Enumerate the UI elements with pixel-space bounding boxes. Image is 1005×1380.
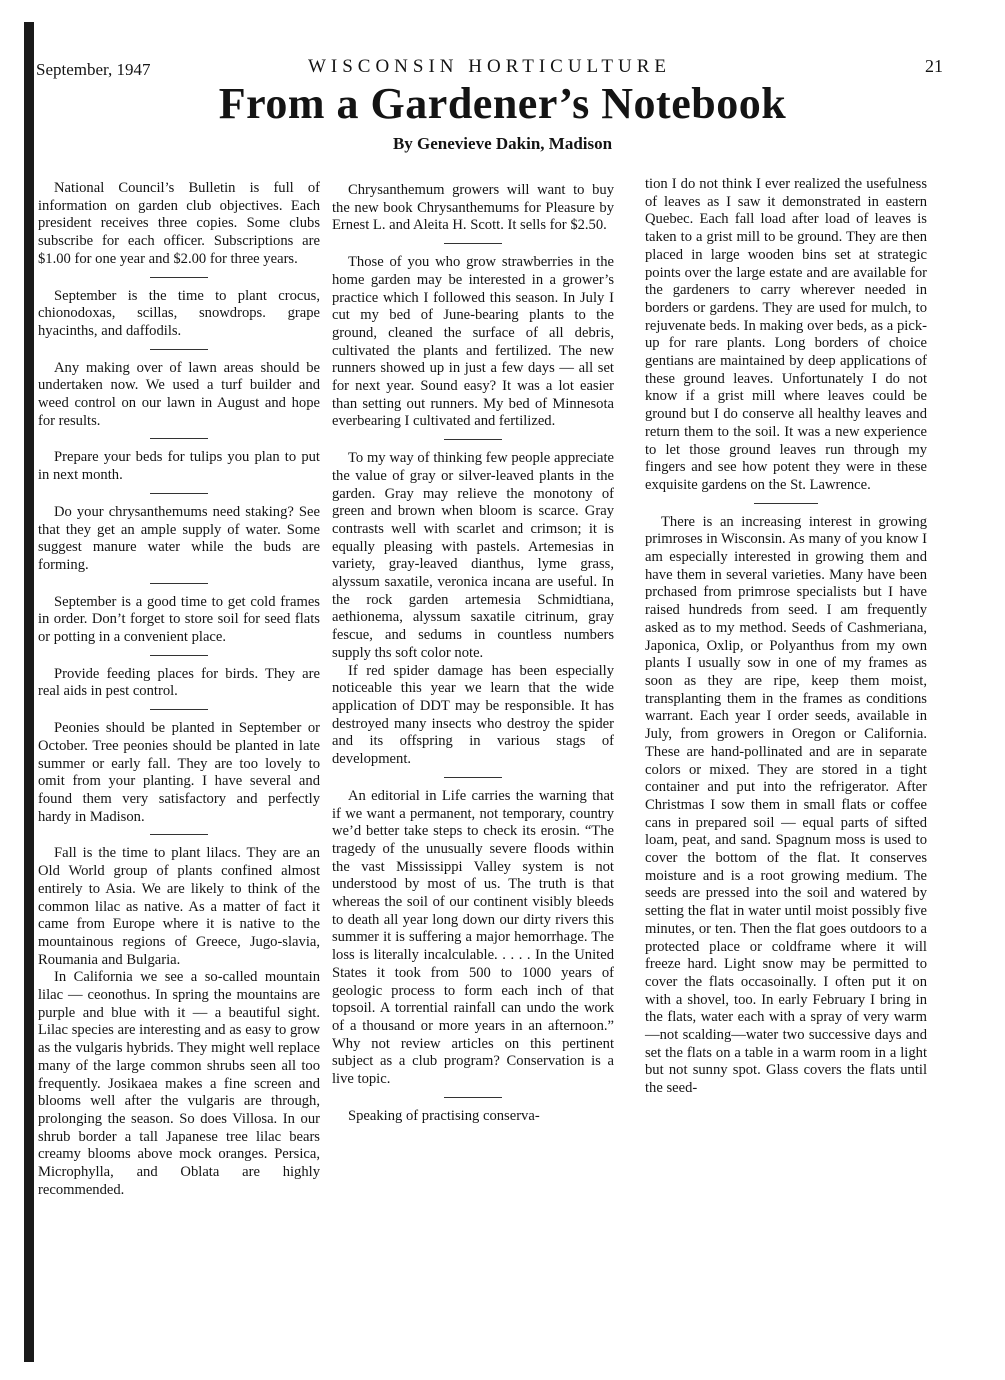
binding-edge [24,22,34,1362]
paragraph: Provide feeding places for birds. They are real aids in pest control. [38,665,320,700]
column-3 [645,176,927,1098]
section-divider [150,493,208,494]
section-divider [150,438,208,439]
issue-date: September, 1947 [36,60,151,79]
journal-name: WISCONSIN HORTICULTURE [307,56,672,77]
paragraph: September is a good time to get cold frames in order. Don’t forget to store soil for seed flats or potting in a convenient place. [38,593,320,646]
section-divider [444,439,502,440]
paragraph: Do your chrysanthemums need staking? See that they get an ample supply of water. Some suggest manure water while the buds are forming. [38,503,320,573]
paragraph: An editorial in Life carries the warning that if we want a permanent, not temporary, country we’d better take steps to check its erosin. “The tragedy of the unusually severe floods within the vast Mississippi Valley system is not understood by most of us. The truth is that whereas the soil of our continent visibly bleeds to death all year long down our dirty rivers this summer it is suffering a major hemorrhage. The loss is literally incalculable. . . . . In the United States it took from 500 to 1000 years of geologic process to form each inch of that topsoil. A torrential rainfall can undo the work of a thousand or more years in an afternoon.” Why not review articles on this pertinent subject as a club program? Conservation is a live topic. [332,787,614,1088]
section-divider [444,243,502,244]
page-number: 21 [925,56,943,76]
section-divider [444,777,502,778]
article-byline: By Genevieve Dakin, Madison [392,134,613,153]
article-title: From a Gardener’s Notebook [218,79,787,128]
section-divider [150,709,208,710]
section-divider [754,503,818,504]
paragraph: If red spider damage has been especially noticeable this year we learn that the wide application of DDT may be responsible. It has destroyed many insects who destroy the spider and its offspring in various stags of development. [332,662,614,768]
paragraph: tion I do not think I ever realized the usefulness of leaves as I saw it demonstrated in eastern Quebec. Each fall load after load of leaves is taken to a grist mill to be ground. They are then placed in large wooden bins set at strategic points over the large estate and are available for the gardeners to carry wherever needed in borders or gardens. They are used for mulch, to rejuvenate beds. In making over beds, as a pick-up for rare plants. Long borders of choice gentians are maintained by deep applications of these ground leaves. Unfortunately I do not know if a grist mill where leaves could be ground but I do conserve all healthy leaves and return them to the soil. It was a new experience to let those ground leaves run through my fingers and see how potent they were in these exquisite gardens on the St. Lawrence. [645,176,927,493]
paragraph: There is an increasing interest in growing primroses in Wisconsin. As many of you know I am especially interested in growing them and have them in several varieties. Many have been prchased from primrose specialists but I have raised hundreds from seed. I am frequently asked as to my method. Seeds of Cashmeriana, Japonica, Oxlip, or Polyanthus from my own plants I usually sow in one of my frames as soon as they are ripe, keep them moist, transplanting them in the frames as conditions warrant. Each year I order seeds, available in July, from growers in Oregon or California. These are hand-pollinated and are in separate colors or mixed. They are stored in a tight container and put into the refrigerator. After Christmas I sow them in small flats or coffee cans in prepared soil — equal parts of sifted loam, peat, and sand. Spagnum moss is used to cover the bottom of the flat. It conserves moisture and is a root growing medium. The seeds are pressed into the soil and watered by setting the flat in water until moist possibly five minutes, or ten. Then the flat goes outdoors to a protected place or coldframe where it will freeze hard. Light snow may be permitted to cover the flats occasoinally. I often put it on with a shovel, too. In early February I bring in the flats, water each with a spray of very warm—not scalding—water two successive days and set the flats on a table in a warm room in a light but not sunny spot. Glass covers the flats until the seed- [645,513,927,1097]
paragraph: National Council’s Bulletin is full of information on garden club objectives. Each president receives three copies. Some clubs subscribe for each officer. Subscriptions are $1.00 for one year and $2.00 for three years. [38,180,320,267]
section-divider [150,349,208,350]
paragraph: Prepare your beds for tulips you plan to put in next month. [38,449,320,484]
section-divider [444,1097,502,1098]
column-2 [332,182,614,1125]
section-divider [150,583,208,584]
paragraph: Fall is the time to plant lilacs. They are an Old World group of plants confined almost entirely to Asia. We are likely to think of the common lilac as native. As a matter of fact it came from Europe where it is native to the mountainous regions of Greece, Jugo-slavia, Roumania and Bulgaria. [38,845,320,968]
paragraph: In California we see a so-called mountain lilac — ceonothus. In spring the mountains are purple and blue with it — a beautiful sight. Lilac species are interesting and as easy to grow as the vulgaris hybrids. They might well replace many of the large common shrubs seen all too frequently. Josikaea makes a fine screen and blooms well after the vulgaris are through, prolonging the season. So does Villosa. In our shrub border a tall Japanese tree lilac bears creamy blooms above mock oranges. Persica, Microphylla, and Oblata are highly recommended. [38,969,320,1198]
paragraph: Any making over of lawn areas should be undertaken now. We used a turf builder and weed control on our lawn in August and hope for results. [38,359,320,429]
section-divider [150,834,208,835]
column-1 [38,180,320,1199]
section-divider [150,655,208,656]
paragraph: September is the time to plant crocus, chionodoxas, scillas, snowdrops. grape hyacinths, and daffodils. [38,287,320,339]
paragraph: Those of you who grow strawberries in the home garden may be interested in a grower’s practice which I followed this season. In July I cut my bed of June-bearing plants to the ground, cleaned the surface of all debris, cultivated the plants and fertilized. The new runners showed up in just a few days — all set for next year. Sound easy? It was a lot easier than setting out runners. My bed of Minnesota everbearing I cultivated and fertilized. [332,254,614,430]
paragraph: Chrysanthemum growers will want to buy the new book Chrysanthemums for Pleasure by Ernest L. and Aleita H. Scott. It sells for $2.50. [332,182,614,234]
paragraph: To my way of thinking few people appreciate the value of gray or silver-leaved plants in the garden. Gray may relieve the monotony of green and brown when bloom is scarce. Gray contrasts well with scarlet and crimson; it is equally pleasing with pastels. Artemesias in variety, gray-leaved dianthus, lyme grass, alyssum saxatile, veronica incana are useful. In the rock garden artemesia Schmidtiana, aethionema, alyssum saxatile citrinum, gray fescue, and sedums in countless numbers supply ths soft color note. [332,450,614,661]
paragraph: Speaking of practising conserva- [348,1107,540,1124]
paragraph: Peonies should be planted in September or October. Tree peonies should be planted in late summer or early fall. They are too lovely to omit from your planting. I have several and found them very satisfactory and perfectly hardy in Madison. [38,720,320,825]
section-divider [150,277,208,278]
